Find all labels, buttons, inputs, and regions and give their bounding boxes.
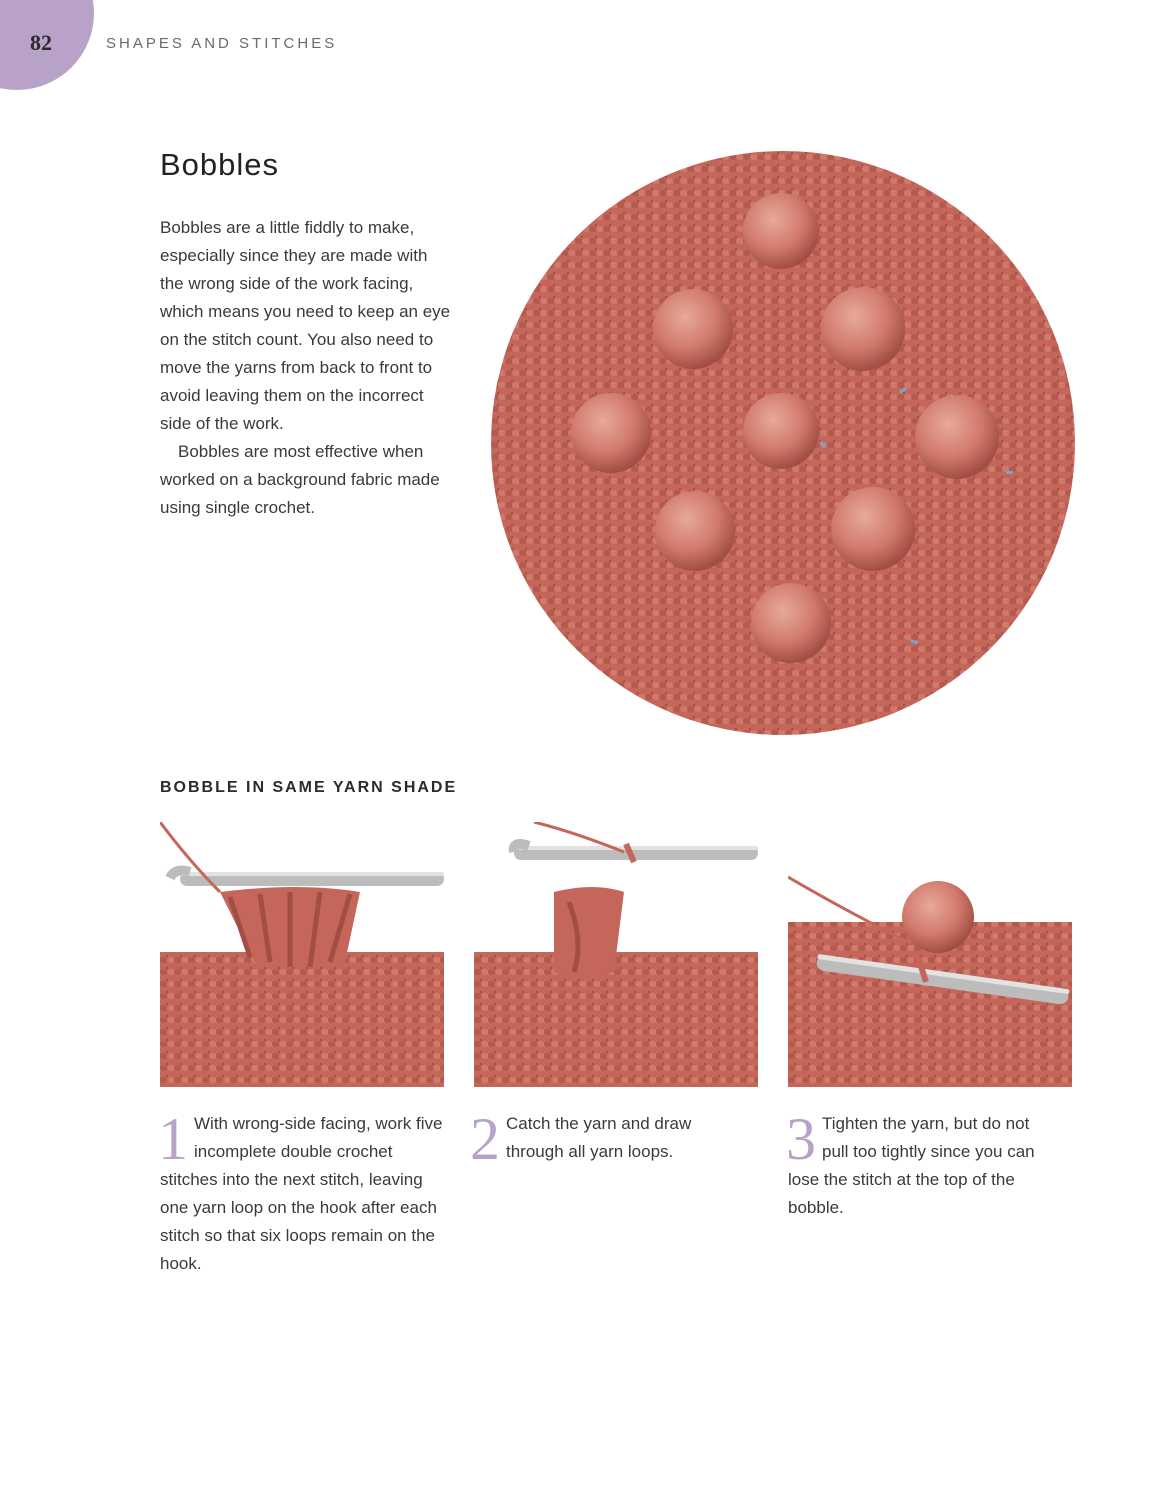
technique-subheading: BOBBLE IN SAME YARN SHADE <box>160 779 458 796</box>
step-1 <box>158 1106 450 1278</box>
step-2-photo <box>474 822 758 1087</box>
bobble-swatch-photo <box>491 151 1075 735</box>
page-number: 82 <box>30 30 52 55</box>
step-3-number: 3 <box>786 1106 816 1172</box>
step-3-photo <box>788 822 1072 1087</box>
step-2-text: Catch the yarn and draw through all yarn loops. <box>506 1114 692 1161</box>
step-1-text: With wrong-side facing, work five incomplete double crochet stitches into the next stitch, leaving one yarn loop on the hook after each stitch so that six loops remain on the hook. <box>160 1114 443 1273</box>
step-1-photo <box>160 822 444 1087</box>
intro-paragraph-1: Bobbles are a little fiddly to make, especially since they are made with the wrong side of the work facing, which means you need to keep an eye on the stitch count. You also need to move the yarns from back to front to avoid leaving them on the incorrect side of the work. <box>160 218 451 433</box>
intro-text <box>160 214 452 522</box>
intro-paragraph-2: Bobbles are most effective when worked on a background fabric made using single crochet. <box>160 442 440 517</box>
step-3 <box>786 1106 1058 1222</box>
step-3-text: Tighten the yarn, but do not pull too tightly since you can lose the stitch at the top of the bobble. <box>788 1114 1035 1217</box>
step-1-number: 1 <box>158 1106 188 1172</box>
section-title: Bobbles <box>160 147 280 182</box>
running-header: SHAPES AND STITCHES <box>106 35 338 52</box>
step-2 <box>470 1106 732 1172</box>
step-2-number: 2 <box>470 1106 500 1172</box>
